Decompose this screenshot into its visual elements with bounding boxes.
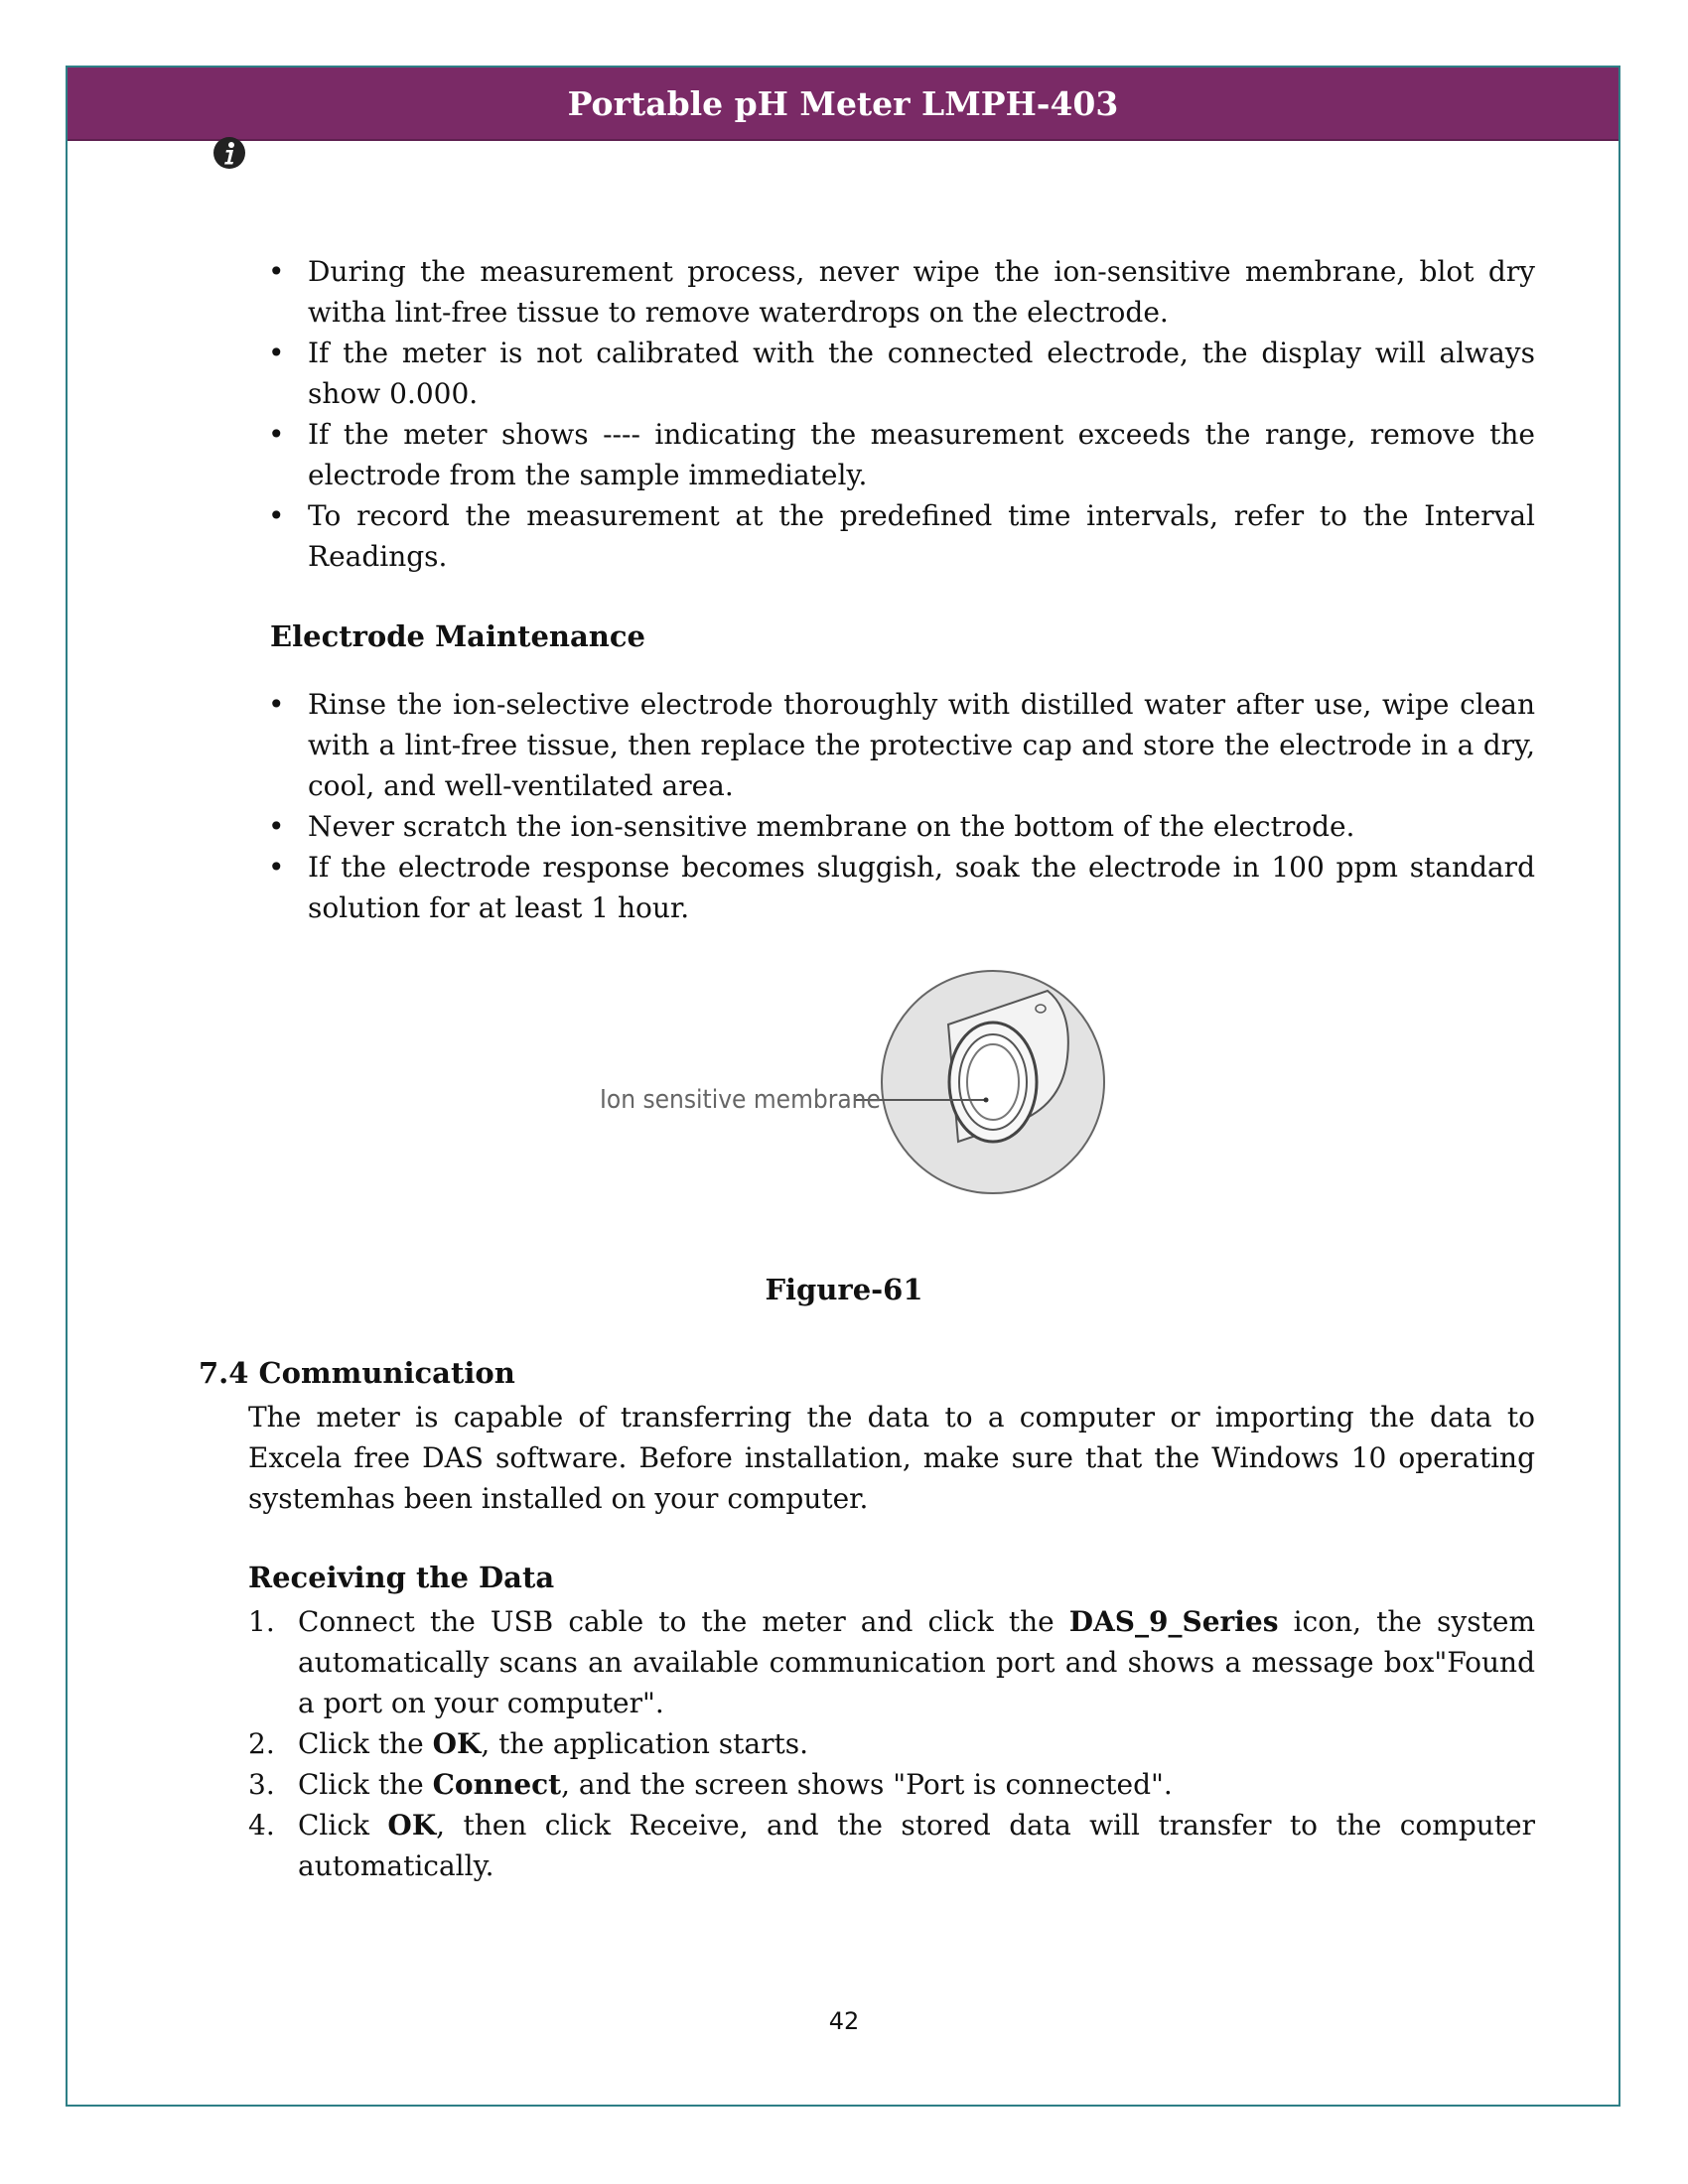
step-number: 1. <box>248 1605 275 1638</box>
list-item: • Never scratch the ion-sensitive membrane on the bottom of the electrode. <box>258 806 1535 847</box>
figure-caption: Figure-61 <box>765 1273 923 1306</box>
list-item <box>248 1723 1535 1764</box>
communication-body: The meter is capable of transferring the data to a computer or importing the data to Excela free DAS software. Before installation, make sure that the Windows 10 operating systemhas been installed on your computer. <box>248 1401 1535 1515</box>
step-number: 2. <box>248 1727 275 1760</box>
page-header <box>68 68 1618 141</box>
step-text: Click the <box>298 1768 433 1801</box>
receiving-title: Receiving the Data <box>248 1561 555 1594</box>
step-text: Click the <box>298 1727 433 1760</box>
list-item: • If the meter shows ---- indicating the measurement exceeds the range, remove the electrode from the sample immediately. <box>258 414 1535 495</box>
list-item: • During the measurement process, never wipe the ion-sensitive membrane, blot dry witha lint-free tissue to remove waterdrops on the electrode. <box>258 251 1535 333</box>
page-number: 42 <box>828 2007 860 2035</box>
list-item: • If the electrode response becomes sluggish, soak the electrode in 100 ppm standard solution for at least 1 hour. <box>258 847 1535 928</box>
step-text: , and the screen shows "Port is connected". <box>561 1768 1173 1801</box>
step-keyword: Connect <box>432 1768 562 1801</box>
maintenance-section <box>258 684 1535 928</box>
step-text: icon, the system automatically scans an available communication port and shows a message box"Found a port on your computer". <box>298 1605 1535 1719</box>
electrode-figure <box>556 963 1132 1201</box>
step-text: Click <box>298 1809 388 1842</box>
header-title: Portable pH Meter LMPH-403 <box>567 83 1119 123</box>
list-item: • Rinse the ion-selective electrode thoroughly with distilled water after use, wipe clean with a lint-free tissue, then replace the protective cap and store the electrode in a dry, cool, and well-ventilated area. <box>258 684 1535 806</box>
step-number: 3. <box>248 1768 275 1801</box>
step-keyword: DAS_9_Series <box>1068 1605 1279 1638</box>
info-icon <box>212 136 246 170</box>
list-item <box>248 1601 1535 1723</box>
receiving-steps <box>248 1601 1535 1886</box>
list-item <box>248 1805 1535 1886</box>
figure-label: Ion sensitive membrane <box>600 1085 881 1115</box>
step-keyword: OK <box>387 1809 437 1842</box>
list-item: • If the meter is not calibrated with the connected electrode, the display will always show 0.000. <box>258 333 1535 414</box>
step-number: 4. <box>248 1809 275 1842</box>
list-item: • To record the measurement at the predefined time intervals, refer to the Interval Readings. <box>258 495 1535 577</box>
step-keyword: OK <box>432 1727 482 1760</box>
step-text: Connect the USB cable to the meter and click the <box>298 1605 1069 1638</box>
step-text: , then click Receive, and the stored data will transfer to the computer automatically. <box>298 1809 1535 1882</box>
step-text: , the application starts. <box>481 1727 808 1760</box>
note-section <box>258 251 1535 577</box>
communication-title: 7.4 Communication <box>199 1356 515 1390</box>
maintenance-title: Electrode Maintenance <box>270 619 645 653</box>
list-item <box>248 1764 1535 1805</box>
